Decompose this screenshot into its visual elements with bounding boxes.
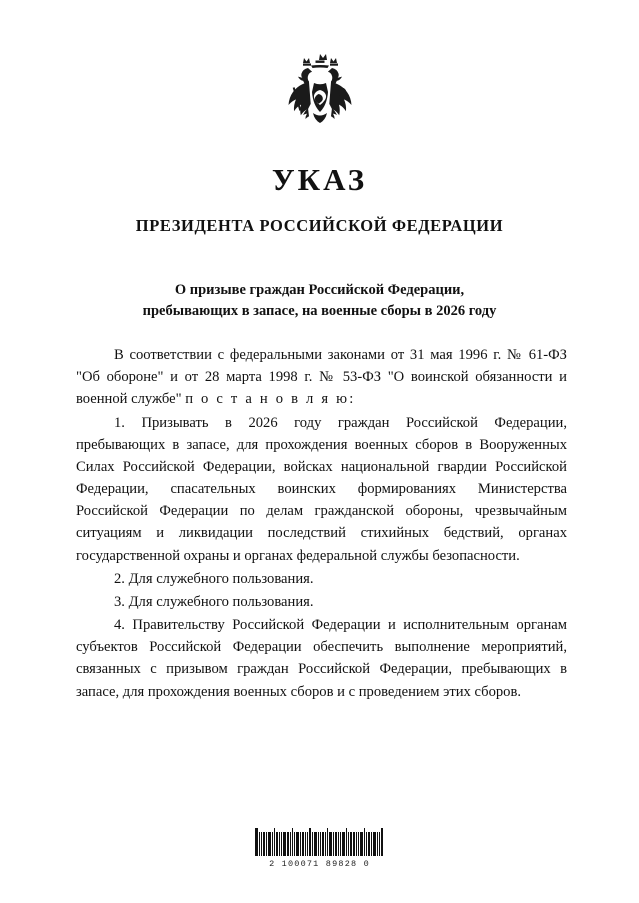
preamble-text: В соответствии с федеральными законами от 31 мая 1996 г. № 61-ФЗ "Об обороне" и от 28 марта 1998 г. № 53-ФЗ "О воинской обязанности и военной службе" [76, 347, 567, 408]
document-heading [0, 280, 639, 322]
coat-of-arms-emblem [0, 52, 639, 136]
paragraph-item-4: 4. Правительству Российской Федерации и исполнительным органам субъектов Российской Федерации обеспечить выполнение мероприятий, связанных с призывом граждан Российской Федерации, пребывающих в запасе, для прохождения военных сборов и с проведением этих сборов. [76, 617, 567, 700]
decree-verb: п о с т а н о в л я ю: [185, 391, 356, 408]
heading-line-1: О призыве граждан Российской Федерации, [174, 282, 465, 298]
document-body [0, 344, 639, 703]
barcode-number: 2 100071 89828 0 [269, 859, 370, 869]
russian-coat-of-arms-double-headed-eagle-icon [284, 52, 356, 136]
document-title: УКАЗ [271, 162, 368, 197]
heading-line-2: пребывающих в запасе, на военные сборы в 2026 году [142, 303, 497, 320]
barcode-image [255, 828, 384, 856]
barcode-area [0, 828, 639, 869]
paragraph-item-1: 1. Призывать в 2026 году граждан Российской Федерации, пребывающих в запасе, для прохождения военных сборов в Вооруженных Силах Российской Федерации, войсках национальной гвардии Российской Федерации, спасательных воинских формированиях Министерства Российской Федерации по делам гражданской обороны, чрезвычайным ситуациям и ликвидации последствий стихийных бедствий, органах государственной охраны и органах федеральной службы безопасности. [76, 414, 567, 564]
paragraph-item-3: 3. Для служебного пользования. [114, 593, 314, 610]
paragraph-preamble [76, 344, 567, 411]
document-subtitle: ПРЕЗИДЕНТА РОССИЙСКОЙ ФЕДЕРАЦИИ [135, 216, 504, 235]
paragraph-item-2: 2. Для служебного пользования. [114, 570, 314, 587]
